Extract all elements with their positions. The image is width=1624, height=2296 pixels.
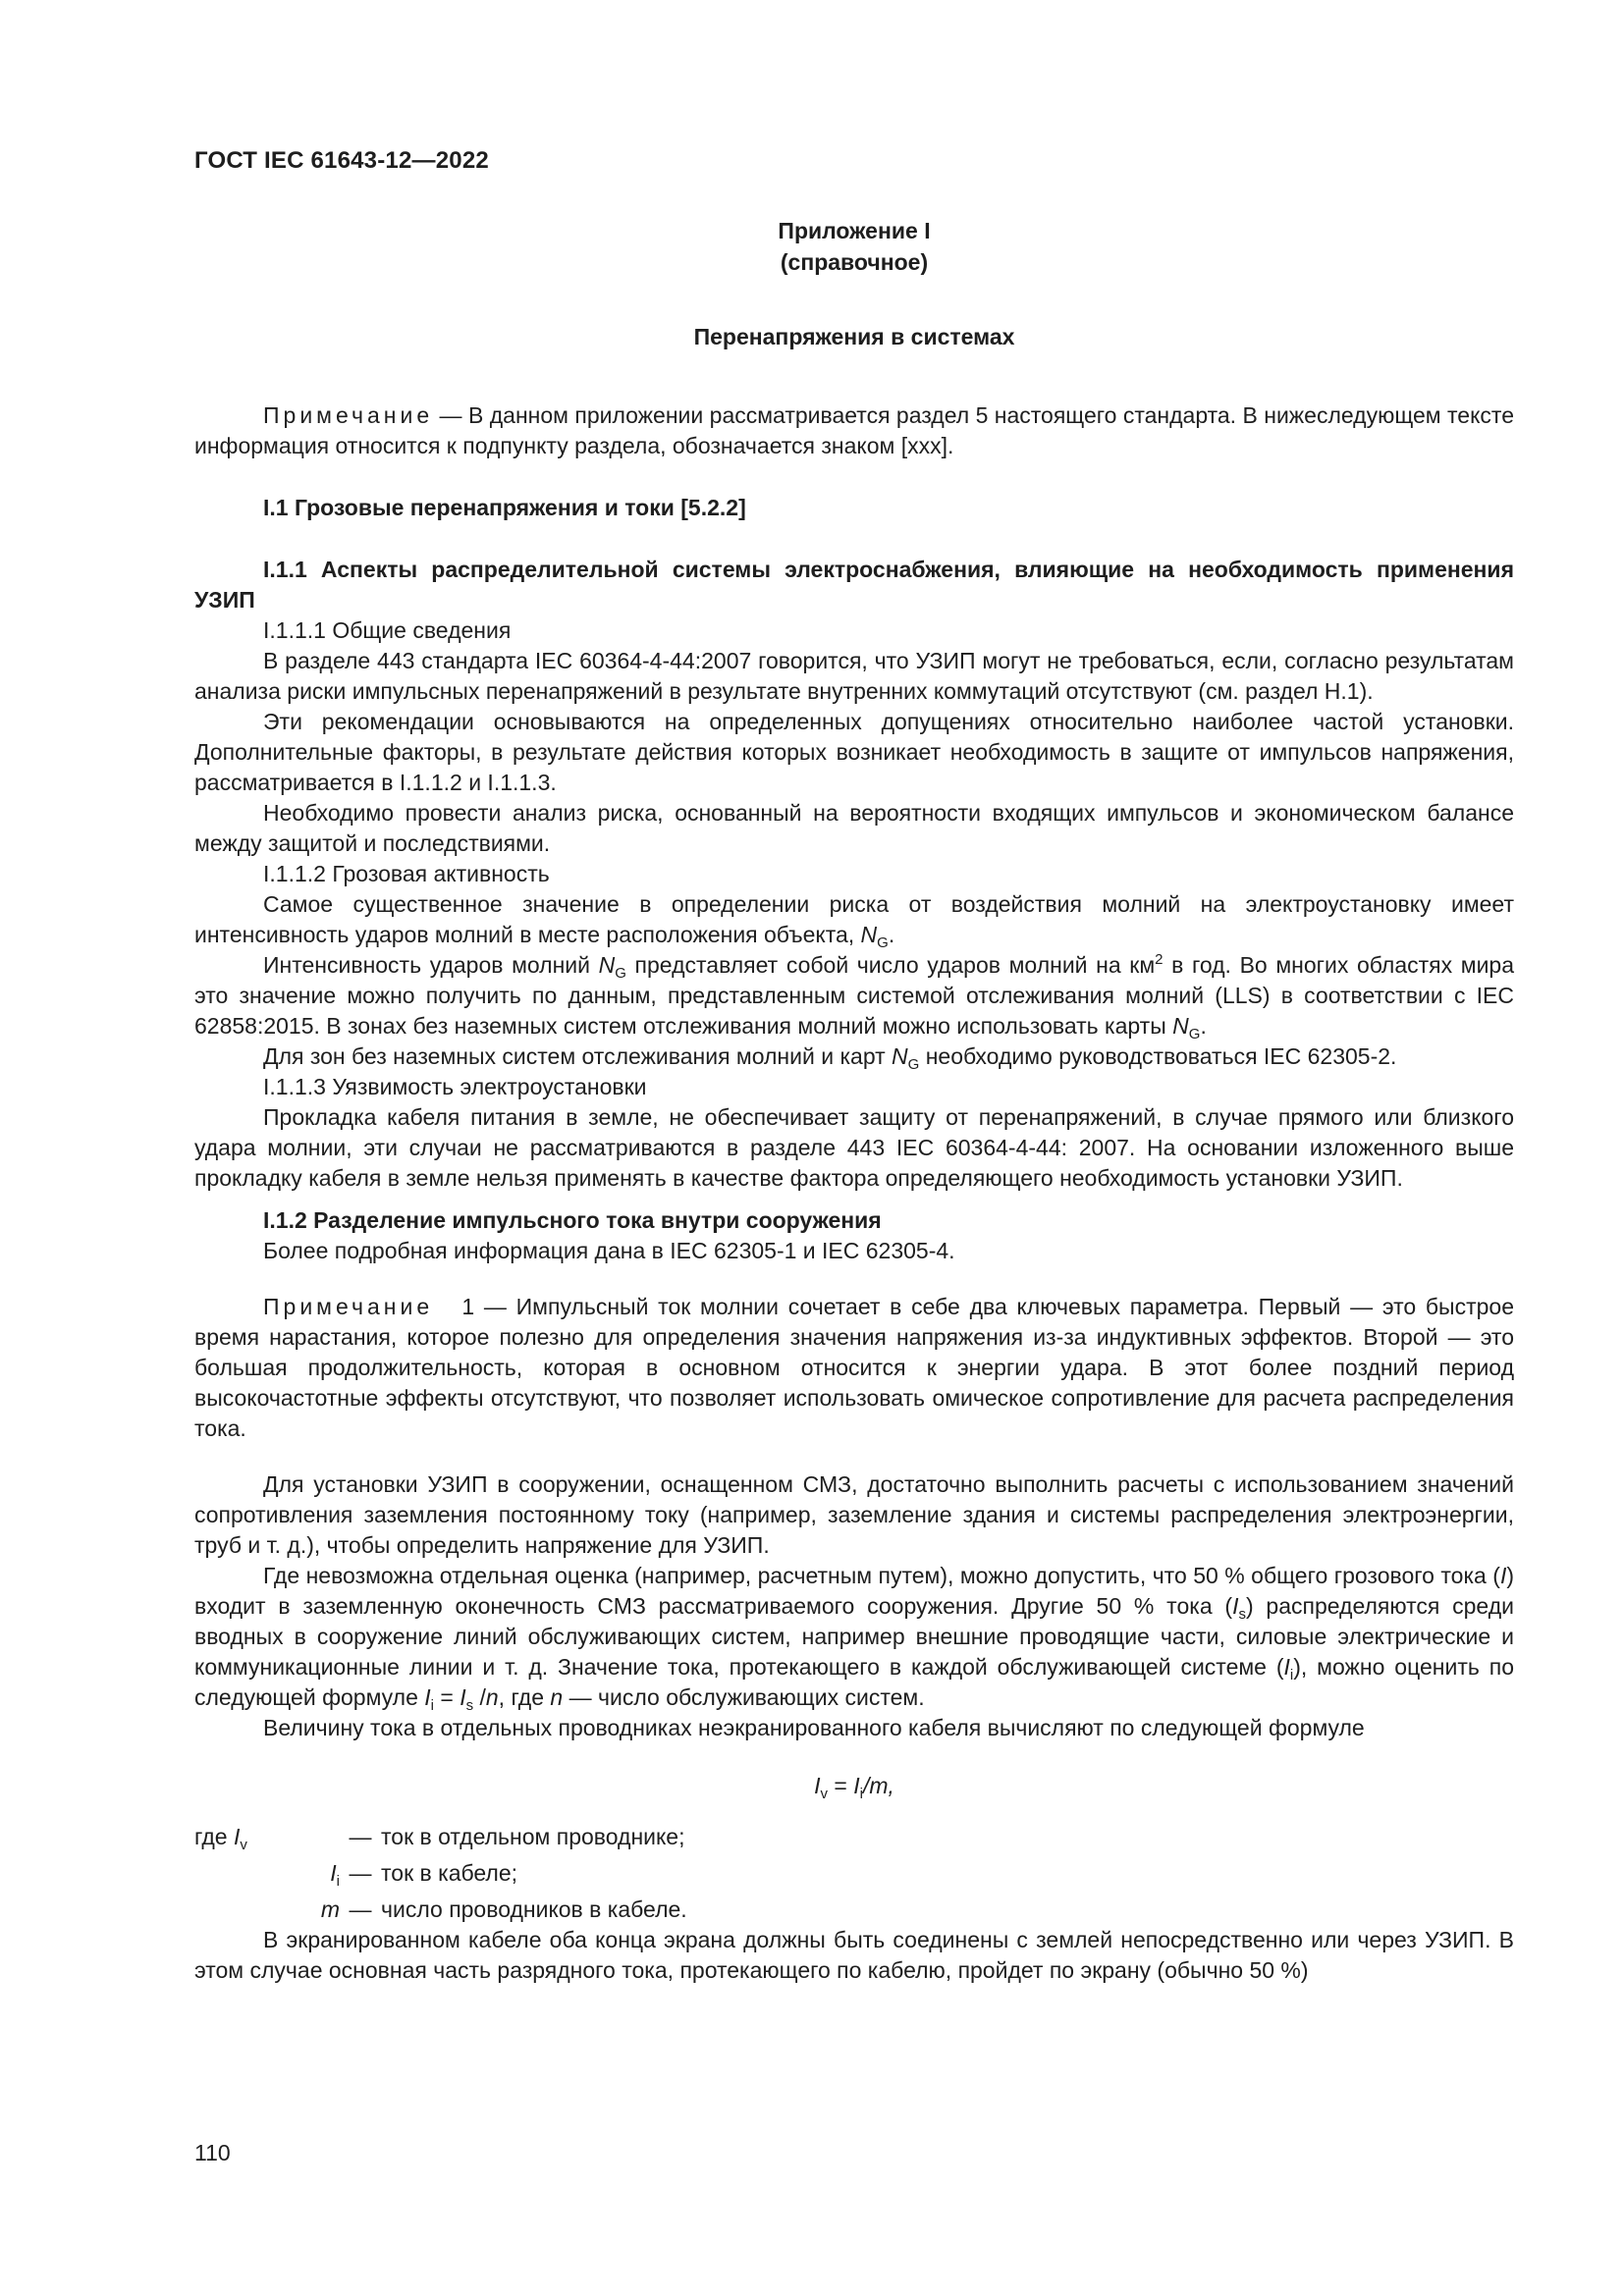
dash: —: [349, 1860, 372, 1886]
symbol: I: [460, 1684, 466, 1710]
symbol: m: [320, 1896, 340, 1922]
intro-note: [194, 400, 1514, 461]
subscript: v: [820, 1786, 828, 1802]
symbol: N: [1172, 1013, 1189, 1039]
paragraph: [194, 889, 1514, 950]
note-text: — В данном приложении рассматривается раздел 5 настоящего стандарта. В нижеследующем тексте информация относится к подпункту раздела, обозначается знаком [ххх].: [194, 402, 1514, 458]
note-label: Примечание: [263, 1294, 434, 1319]
symbol: I: [814, 1773, 821, 1798]
paragraph: Эти рекомендации основываются на определенных допущениях относительно наиболее частой установки. Дополнительные факторы, в результате действия которых возникает необходимость в защите от импульсов напряжения, рассматривается в I.1.1.2 и I.1.1.3.: [194, 709, 1514, 795]
where-label: [194, 1858, 340, 1889]
paragraph: В разделе 443 стандарта IEC 60364-4-44:2007 говорится, что УЗИП могут не требоваться, если, согласно результатам анализа риски импульсных перенапряжений в результате внутренних коммутаций отсутствуют (см. раздел Н.1).: [194, 648, 1514, 704]
where-item: [194, 1816, 1514, 1852]
paragraph: Величину тока в отдельных проводниках неэкранированного кабеля вычисляют по следующей формуле: [263, 1715, 1365, 1740]
symbol: n: [485, 1684, 499, 1710]
symbol: N: [860, 922, 878, 947]
standard-header: ГОСТ IEC 61643-12—2022: [194, 147, 489, 174]
subsection-i113: I.1.1.3 Уязвимость электроустановки: [263, 1074, 647, 1099]
subsection-i111: I.1.1.1 Общие сведения: [263, 617, 512, 643]
annex-title: Приложение I: [778, 218, 931, 243]
symbol: I: [233, 1824, 241, 1849]
annex-kind: (справочное): [780, 249, 929, 275]
subscript: G: [615, 965, 626, 982]
where-list: [194, 1816, 1514, 1925]
subscript: G: [907, 1056, 920, 1073]
text: ) распределяются среди вводных в сооружение линий обслуживающих систем, например внешние проводящие части, силовые электрические и коммуникационные линии и т. д. Значение тока, протекающего в каждой обслуживающей системе (: [194, 1593, 1514, 1680]
subscript: G: [1188, 1026, 1201, 1042]
text: необходимо руководствоваться IEC 62305-2.: [919, 1043, 1397, 1069]
paragraph: Прокладка кабеля питания в земле, не обеспечивает защиту от перенапряжений, в случае прямого или близкого удара молнии, эти случаи не рассматриваются в разделе 443 IEC 60364-4-44: 2007. На основании изложенного выше прокладку кабеля в земле нельзя применять в качестве фактора определяющего необходимость установки УЗИП.: [194, 1104, 1514, 1191]
paragraph: Для установки УЗИП в сооружении, оснащенном СМЗ, достаточно выполнить расчеты с использованием значений сопротивления заземления постоянному току (например, заземление здания и системы распределения электроэнергии, труб и т. д.), чтобы определить напряжение для УЗИП.: [194, 1471, 1514, 1558]
paragraph: [194, 1561, 1514, 1713]
text: представляет собой число ударов молний на км: [625, 952, 1156, 978]
paragraph: [194, 950, 1514, 1041]
note-1: [194, 1292, 1514, 1444]
subscript: i: [430, 1697, 434, 1714]
text: , где: [498, 1684, 551, 1710]
text: — число обслуживающих систем.: [563, 1684, 925, 1710]
subscript: i: [336, 1873, 340, 1890]
symbol: N: [598, 952, 616, 978]
text: в год. Во многих областях мира это значение можно получить по данным, представленным системой отслеживания молний (LLS) в соответствии с IEC 62858:2015. В зонах без наземных систем отслеживания молний можно использовать карты: [194, 952, 1515, 1039]
where-label: [194, 1895, 340, 1925]
subscript: v: [240, 1837, 247, 1853]
dash: —: [349, 1824, 372, 1849]
formula: [194, 1755, 1514, 1816]
text: =: [827, 1773, 854, 1798]
text: .: [888, 922, 895, 947]
annex-heading: Перенапряжения в системах: [693, 324, 1015, 349]
document-body: [194, 400, 1514, 1986]
subscript: s: [1238, 1606, 1246, 1623]
text: ) входит в заземленную оконечность СМЗ рассматриваемого сооружения. Другие 50 % тока (: [194, 1563, 1514, 1619]
symbol: I: [1283, 1654, 1290, 1680]
text: ), можно оценить по следующей формуле: [194, 1654, 1514, 1710]
section-heading-i1: I.1 Грозовые перенапряжения и токи [5.2.2]: [263, 495, 746, 520]
symbol: I: [424, 1684, 431, 1710]
text: .: [1200, 1013, 1207, 1039]
subscript: G: [877, 934, 889, 951]
symbol: n: [550, 1684, 564, 1710]
symbol: I: [330, 1860, 337, 1886]
paragraph: Более подробная информация дана в IEC 62305-1 и IEC 62305-4.: [263, 1238, 955, 1263]
symbol: /m,: [862, 1773, 894, 1798]
where-text: ток в кабеле;: [381, 1860, 518, 1886]
section-heading-i11: I.1.1 Аспекты распределительной системы электроснабжения, влияющие на необходимость применения УЗИП: [194, 557, 1514, 613]
text: Самое существенное значение в определении риска от воздействия молний на электроустановку имеет интенсивность ударов молний в месте расположения объекта,: [194, 891, 1514, 947]
text: Где невозможна отдельная оценка (например, расчетным путем), можно допустить, что 50 % общего грозового тока (: [263, 1563, 1500, 1588]
note-text: — Импульсный ток молнии сочетает в себе два ключевых параметра. Первый — это быстрое время нарастания, которое полезно для определения значения напряжения из-за индуктивных эффектов. Второй — это большая продолжительность, которая в основном относится к энергии удара. В этот более поздний период высокочастотные эффекты отсутствуют, что позволяет использовать омическое сопротивление для расчета распределения тока.: [194, 1294, 1514, 1441]
paragraph: Необходимо провести анализ риска, основанный на вероятности входящих импульсов и экономическом балансе между защитой и последствиями.: [194, 800, 1514, 856]
symbol: N: [892, 1043, 908, 1069]
where-word: где: [194, 1824, 228, 1849]
text: Интенсивность ударов молний: [263, 952, 599, 978]
section-heading-i12: I.1.2 Разделение импульсного тока внутри сооружения: [263, 1207, 882, 1233]
where-label: [194, 1822, 340, 1852]
paragraph: В экранированном кабеле оба конца экрана должны быть соединены с землей непосредственно или через УЗИП. В этом случае основная часть разрядного тока, протекающего по кабелю, пройдет по экрану (обычно 50 %): [194, 1927, 1514, 1983]
text: Для зон без наземных систем отслеживания молний и карт: [263, 1043, 893, 1069]
symbol: I: [1232, 1593, 1239, 1619]
text: /: [473, 1684, 486, 1710]
symbol: I: [1499, 1563, 1507, 1588]
text: =: [433, 1684, 460, 1710]
superscript: 2: [1155, 951, 1164, 968]
where-text: число проводников в кабеле.: [381, 1896, 687, 1922]
where-item: [194, 1852, 1514, 1889]
subscript: i: [1289, 1667, 1294, 1683]
subsection-i112: I.1.1.2 Грозовая активность: [263, 861, 550, 886]
page-number: 110: [194, 2140, 231, 2165]
note-number: 1: [461, 1294, 475, 1319]
where-item: [194, 1889, 1514, 1925]
where-text: ток в отдельном проводнике;: [381, 1824, 685, 1849]
paragraph: [194, 1041, 1514, 1072]
subscript: s: [465, 1697, 474, 1714]
subscript: i: [859, 1786, 863, 1802]
dash: —: [349, 1896, 372, 1922]
symbol: I: [853, 1773, 860, 1798]
note-label: Примечание: [263, 402, 434, 428]
